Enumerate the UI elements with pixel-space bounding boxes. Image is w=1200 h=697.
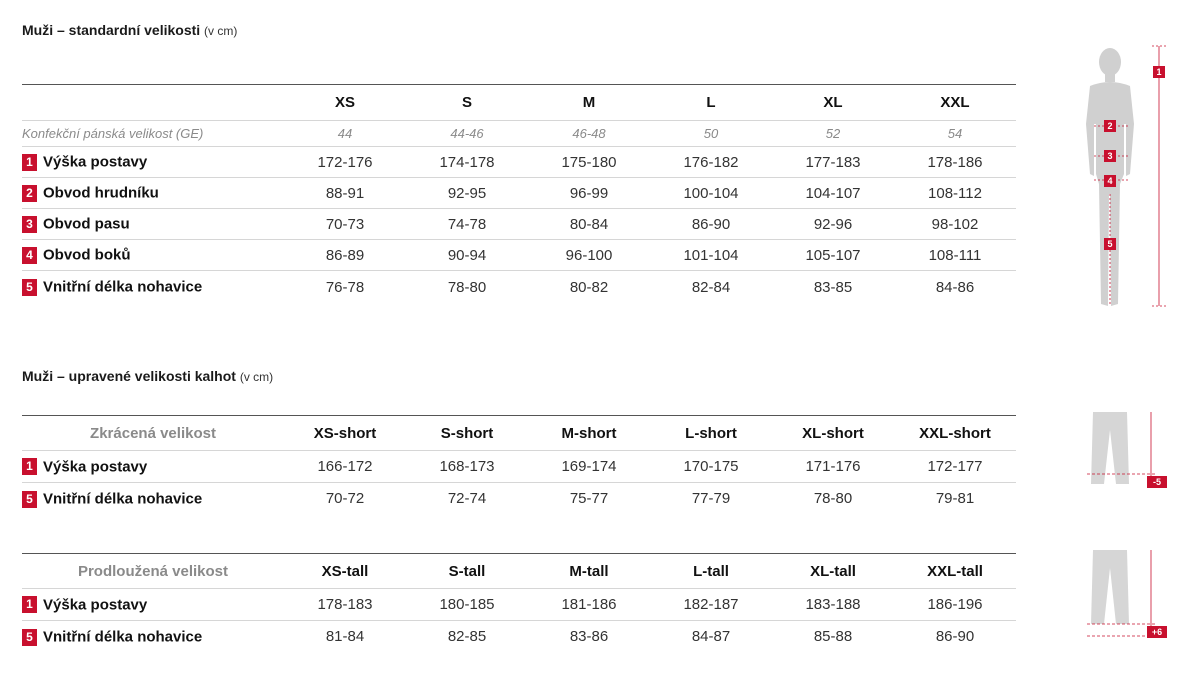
ge-size-row bbox=[22, 121, 1016, 147]
table-cell: 170-175 bbox=[650, 451, 772, 483]
figure-marker-badge: 3 bbox=[1104, 150, 1116, 162]
body-silhouette-icon bbox=[1080, 44, 1180, 314]
tall-offset-badge: +6 bbox=[1147, 626, 1167, 638]
short-pants-icon bbox=[1085, 410, 1185, 492]
row-label-inseam bbox=[22, 621, 284, 653]
table-cell: 90-94 bbox=[406, 240, 528, 271]
row-label-text: Vnitřní délka nohavice bbox=[43, 628, 203, 646]
number-badge: 1 bbox=[22, 154, 37, 171]
table-cell: 178-183 bbox=[284, 589, 406, 621]
standard-size-table bbox=[22, 84, 1016, 304]
row-label-waist bbox=[22, 209, 284, 240]
table-row bbox=[22, 271, 1016, 304]
number-badge: 1 bbox=[22, 596, 37, 613]
adjusted-title-text: Muži – upravené velikosti kalhot bbox=[22, 368, 236, 384]
table-cell: 84-86 bbox=[935, 278, 975, 296]
ge-value: 52 bbox=[772, 121, 894, 147]
table-cell: 86-90 bbox=[650, 209, 772, 240]
ge-value: 54 bbox=[894, 121, 1016, 147]
number-badge: 5 bbox=[22, 491, 37, 508]
size-header: XXL-short bbox=[894, 416, 1016, 451]
table-cell: 104-107 bbox=[772, 178, 894, 209]
table-cell: 177-183 bbox=[772, 147, 894, 178]
ge-value: 44-46 bbox=[406, 121, 528, 147]
number-badge: 1 bbox=[22, 458, 37, 475]
table-cell: 108-111 bbox=[894, 240, 1016, 271]
row-label-text: Obvod pasu bbox=[43, 215, 130, 233]
table-row bbox=[22, 178, 1016, 209]
short-size-label: Zkrácená velikost bbox=[22, 416, 284, 451]
table-cell: 176-182 bbox=[650, 147, 772, 178]
table-cell: 92-96 bbox=[772, 209, 894, 240]
table-cell: 82-84 bbox=[691, 278, 731, 296]
ge-value: 46-48 bbox=[528, 121, 650, 147]
row-label-height bbox=[22, 147, 284, 178]
table-cell: 172-176 bbox=[284, 147, 406, 178]
table-cell: 105-107 bbox=[772, 240, 894, 271]
body-figure bbox=[1080, 44, 1180, 314]
figure-marker-badge: 5 bbox=[1104, 238, 1116, 250]
row-label-text: Obvod boků bbox=[43, 246, 131, 264]
row-label-inseam bbox=[22, 271, 284, 304]
number-badge: 5 bbox=[22, 629, 37, 646]
table-cell: 169-174 bbox=[528, 451, 650, 483]
size-header: XS bbox=[284, 85, 406, 121]
figure-marker-badge: 2 bbox=[1104, 120, 1116, 132]
table-cell: 76-78 bbox=[325, 278, 365, 296]
size-header: M-tall bbox=[528, 554, 650, 589]
size-header: L-tall bbox=[650, 554, 772, 589]
table-cell: 70-72 bbox=[325, 490, 365, 508]
table-cell: 180-185 bbox=[406, 589, 528, 621]
table-cell: 96-100 bbox=[528, 240, 650, 271]
size-header: S-tall bbox=[406, 554, 528, 589]
table-row bbox=[22, 209, 1016, 240]
size-header: S bbox=[406, 85, 528, 121]
row-label-text: Vnitřní délka nohavice bbox=[43, 279, 203, 297]
size-header: XS-short bbox=[284, 416, 406, 451]
figure-marker-badge: 4 bbox=[1104, 175, 1116, 187]
table-cell: 182-187 bbox=[650, 589, 772, 621]
table-cell: 75-77 bbox=[569, 490, 609, 508]
row-label-text: Vnitřní délka nohavice bbox=[43, 490, 203, 508]
adjusted-unit: (v cm) bbox=[239, 370, 274, 384]
row-label-hips bbox=[22, 240, 284, 271]
table-cell: 181-186 bbox=[528, 589, 650, 621]
figure-marker-badge: 1 bbox=[1153, 66, 1165, 78]
table-cell: 171-176 bbox=[772, 451, 894, 483]
number-badge: 4 bbox=[22, 247, 37, 264]
ge-label: Konfekční pánská velikost (GE) bbox=[22, 121, 284, 147]
table-cell: 84-87 bbox=[691, 628, 731, 646]
table-cell: 81-84 bbox=[325, 628, 365, 646]
table-row bbox=[22, 621, 1016, 653]
table-row bbox=[22, 240, 1016, 271]
table-cell: 83-85 bbox=[813, 278, 853, 296]
size-header: XS-tall bbox=[284, 554, 406, 589]
short-size-table bbox=[22, 415, 1016, 515]
row-label-text: Výška postavy bbox=[43, 596, 148, 614]
row-label-text: Výška postavy bbox=[43, 153, 148, 171]
row-label-text: Obvod hrudníku bbox=[43, 184, 159, 202]
ge-value: 44 bbox=[284, 121, 406, 147]
table-cell: 85-88 bbox=[813, 628, 853, 646]
tall-size-table bbox=[22, 553, 1016, 653]
table-cell: 183-188 bbox=[772, 589, 894, 621]
number-badge: 5 bbox=[22, 279, 37, 296]
table-cell: 108-112 bbox=[894, 178, 1016, 209]
table-cell: 79-81 bbox=[935, 490, 975, 508]
table-cell: 166-172 bbox=[284, 451, 406, 483]
size-header: L-short bbox=[650, 416, 772, 451]
table-row bbox=[22, 451, 1016, 483]
table-cell: 98-102 bbox=[894, 209, 1016, 240]
table-row bbox=[22, 483, 1016, 515]
number-badge: 2 bbox=[22, 185, 37, 202]
table-cell: 80-84 bbox=[528, 209, 650, 240]
table-cell: 82-85 bbox=[447, 628, 487, 646]
table-cell: 78-80 bbox=[447, 278, 487, 296]
short-offset-badge: -5 bbox=[1147, 476, 1167, 488]
table-cell: 88-91 bbox=[284, 178, 406, 209]
table-cell: 100-104 bbox=[650, 178, 772, 209]
standard-header-row bbox=[22, 85, 1016, 121]
table-cell: 74-78 bbox=[406, 209, 528, 240]
table-cell: 178-186 bbox=[894, 147, 1016, 178]
standard-title-text: Muži – standardní velikosti bbox=[22, 22, 201, 38]
size-header: XXL-tall bbox=[894, 554, 1016, 589]
table-cell: 72-74 bbox=[447, 490, 487, 508]
table-cell: 77-79 bbox=[691, 490, 731, 508]
size-header: M-short bbox=[528, 416, 650, 451]
table-cell: 86-89 bbox=[284, 240, 406, 271]
table-cell: 175-180 bbox=[528, 147, 650, 178]
number-badge: 3 bbox=[22, 216, 37, 233]
table-cell: 78-80 bbox=[813, 490, 853, 508]
size-header: S-short bbox=[406, 416, 528, 451]
size-header: L bbox=[650, 85, 772, 121]
size-header: XL bbox=[772, 85, 894, 121]
adjusted-section-title bbox=[22, 368, 273, 384]
standard-section-title bbox=[22, 22, 237, 38]
row-label-chest bbox=[22, 178, 284, 209]
size-header: XL-short bbox=[772, 416, 894, 451]
table-cell: 168-173 bbox=[406, 451, 528, 483]
table-cell: 92-95 bbox=[406, 178, 528, 209]
table-cell: 70-73 bbox=[284, 209, 406, 240]
row-label-height bbox=[22, 589, 284, 621]
table-cell: 96-99 bbox=[528, 178, 650, 209]
table-cell: 186-196 bbox=[894, 589, 1016, 621]
short-header-row bbox=[22, 416, 1016, 451]
size-header: M bbox=[528, 85, 650, 121]
row-label-text: Výška postavy bbox=[43, 458, 148, 476]
table-cell: 101-104 bbox=[650, 240, 772, 271]
row-label-height bbox=[22, 451, 284, 483]
size-header: XL-tall bbox=[772, 554, 894, 589]
standard-unit: (v cm) bbox=[204, 24, 238, 38]
ge-value: 50 bbox=[650, 121, 772, 147]
table-cell: 86-90 bbox=[935, 628, 975, 646]
tall-pants-figure bbox=[1085, 548, 1185, 640]
table-cell: 174-178 bbox=[406, 147, 528, 178]
table-cell: 172-177 bbox=[894, 451, 1016, 483]
tall-pants-icon bbox=[1085, 548, 1185, 640]
row-label-inseam bbox=[22, 483, 284, 515]
tall-size-label: Prodloužená velikost bbox=[22, 554, 284, 589]
table-row bbox=[22, 589, 1016, 621]
table-cell: 83-86 bbox=[569, 628, 609, 646]
tall-header-row bbox=[22, 554, 1016, 589]
short-pants-figure bbox=[1085, 410, 1185, 492]
size-header: XXL bbox=[894, 85, 1016, 121]
table-cell: 80-82 bbox=[569, 278, 609, 296]
table-row bbox=[22, 147, 1016, 178]
header-empty-cell bbox=[22, 85, 284, 121]
